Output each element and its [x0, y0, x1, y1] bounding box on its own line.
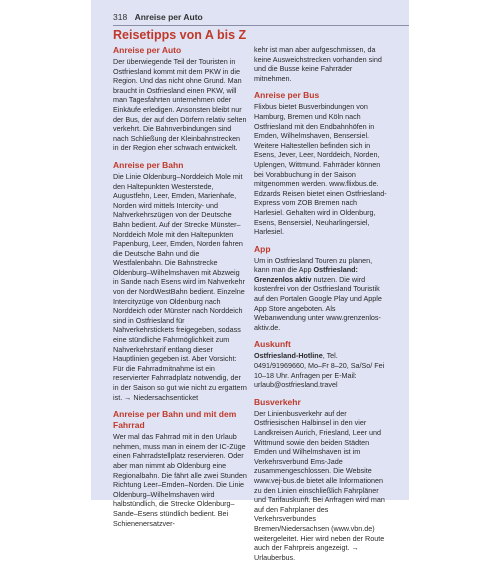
- section-app: [254, 244, 388, 333]
- page-number: 318: [113, 12, 128, 22]
- section-anreise-bahn: [113, 160, 247, 402]
- section-heading: Auskunft: [254, 339, 291, 350]
- running-header: [113, 10, 409, 26]
- running-title: Anreise per Auto: [134, 12, 203, 22]
- page-title: Reisetipps von A bis Z: [113, 28, 247, 42]
- section-text: [254, 256, 388, 333]
- section-text: Wer mal das Fahrrad mit in den Urlaub nehmen, muss man in einem der IC-Züge einen Fahrradstellplatz reservieren. Oder aber man nimmt ab Oldenburg eine Regionalbahn. Die fährt alle zwei Stunden Richtung Leer–Emden–Norden. Die Linie Oldenburg–Wilhelmshaven wird halbstündlich, die Strecke Oldenburg–Sande–Esens stündlich bedient. Bei Schienenersatzver-: [113, 432, 247, 528]
- section-text: Der Linienbusverkehr auf der Ostfriesischen Halbinsel in den vier Landkreisen Aurich, Friesland, Leer und Wittmund sowie den beiden Städten Emden und Wilhelmshaven ist im Verkehrsverbund Ems-Jade zusammengeschlossen. Die Website www.vej-bus.de bietet alle Informationen zu den Linien einschließlich Fahrpläner und Tarifauskunft. Bei Anfragen wird man auf den Fahrplaner des Verkehrsverbundes Bremen/Niedersachsen (www.vbn.de) weitergeleitet. Hier wird neben der Route auch der Fahrpreis angezeigt. → Urlauberbus.: [254, 408, 385, 562]
- section-anreise-bahn-fahrrad: [113, 409, 247, 528]
- section-text: [254, 351, 388, 389]
- section-heading: App: [254, 243, 271, 254]
- section-text: Die Linie Oldenburg–Norddeich Mole mit den Haltepunkten Westerstede, Augustfehn, Leer, Emden, Marienhafe, Norden wird mittels Intercity- und Nahverkehrszügen von der Deutsche Bahn bedient. Auf der Strecke Münster–Norddeich Mole mit den Haltepunkten Papenburg, Leer, Emden, Norden fahren die Deutsche Bahn und die Westfalenbahn. Die Bahnstrecke Oldenburg–Wilhelmshaven mit Abzweig in Sande nach Esens wird im Nahverkehr von der NordWestBahn bedient. Einzelne Intercityzüge von Oldenburg nach Norddeich oder Münster nach Norddeich sind in Ostfriesland für Nahverkehrstickets freigegeben, sodass eine stündliche Fahrmöglichkeit zum Nahverkehrstarif entlang dieser Hauptlinien gegeben ist. Aber Vorsicht: Für die Fahrradmitnahme ist ein reservierter Fahrradplatz notwendig, der in der Saison so gut wie nicht zu ergattern ist. → Niedersachsenticket: [113, 171, 247, 402]
- section-heading: Anreise per Bahn und mit dem Fahrrad: [113, 409, 237, 431]
- section-anreise-auto: [113, 45, 247, 153]
- right-column: [254, 45, 388, 569]
- section-heading: Busverkehr: [254, 396, 301, 407]
- hotline-name: Ostfriesland-Hotline: [254, 351, 323, 361]
- text-part: , Tel. 0491/91969660, Mo–Fr 8–20, Sa/So/ Fei 10–18 Uhr. Anfragen per E-Mail: urlaub@ostfriesland.travel: [254, 351, 385, 390]
- section-busverkehr: [254, 397, 388, 563]
- text-part: Um in Ostfriesland Touren zu planen, kann man die App: [254, 255, 373, 275]
- section-text: Flixbus bietet Busverbindungen von Hamburg, Bremen und Köln nach Ostfriesland mit den Endbahnhöfen in Emden, Wilhelmshaven, Bensersiel. Weitere Haltestellen befinden sich in Esens, Jever, Leer, Norddeich, Norden, Uplengen, Wittmund. Fahrräder können bei Vorabbuchung in der Saison mitgenommen werden. www.flixbus.de. Edzards Reisen bietet einen Ostfriesland-Express vom ZOB Bremen nach Harlesiel. Gehalten wird in Oldenburg, Esens, Bensersiel, Neuharlingersiel, Harlesiel.: [254, 102, 387, 237]
- section-auskunft: [254, 339, 388, 389]
- section-heading: Anreise per Bahn: [113, 159, 184, 170]
- section-text: Der überwiegende Teil der Touristen in Ostfriesland kommt mit dem PKW in die Region. Und das nicht ohne Grund. Man braucht in Ostfriesland einen PKW, will man Tagesfahrten unternehmen oder Einkäufe erledigen. Ansonsten bleibt nur der Bus, der auf den Dörfern relativ selten verkehrt. Die Bahnverbindungen sind nach Schließung der Kleinbahnstrecken in der Region eher schwach entwickelt.: [113, 57, 247, 153]
- continued-text: kehr ist man aber aufgeschmissen, da keine Ausweichstrecken vorhanden sind und die Busse keine Fahrräder mitnehmen.: [254, 45, 382, 83]
- text-part: nutzen. Die wird kostenfrei von der Ostfriesland Touristik auf den Portalen Google Play und Apple App Store angeboten. Als Webanwendung unter www.grenzenlos-aktiv.de.: [254, 274, 382, 332]
- section-anreise-bus: [254, 90, 388, 236]
- section-heading: Anreise per Auto: [113, 45, 182, 55]
- app-name: Ostfriesland: Grenzenlos aktiv: [254, 265, 358, 284]
- left-column: [113, 45, 247, 535]
- section-heading: Anreise per Bus: [254, 90, 320, 101]
